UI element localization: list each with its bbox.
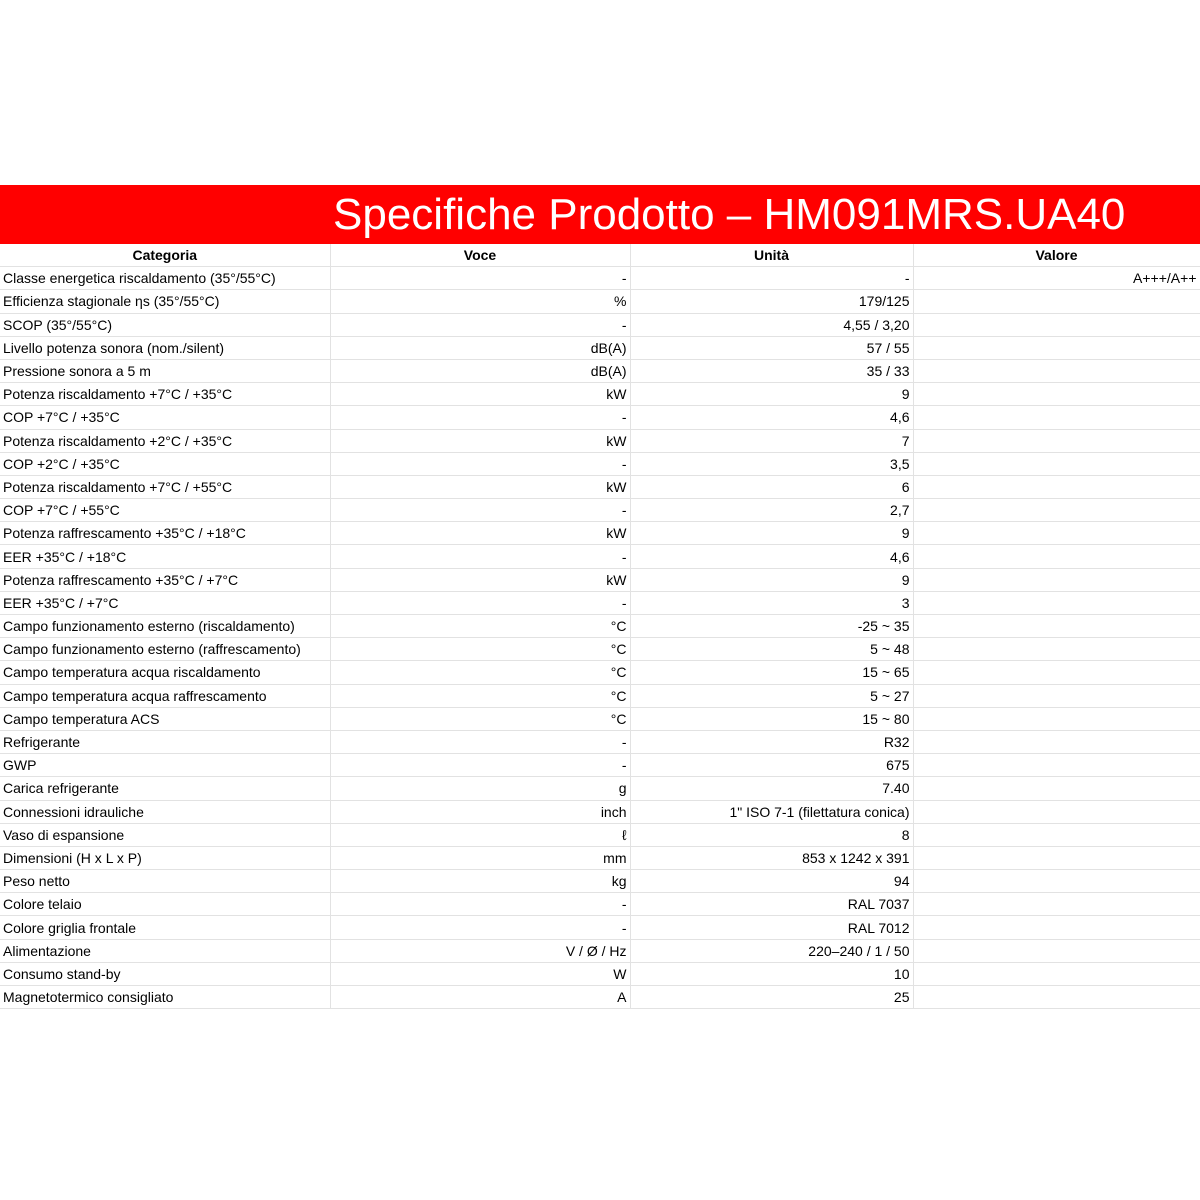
cell-unita: 15 ~ 80 (630, 707, 913, 730)
table-row (0, 986, 1200, 1009)
cell-valore (913, 661, 1200, 684)
table-row (0, 661, 1200, 684)
page-title: Specifiche Prodotto – HM091MRS.UA40 (333, 190, 1126, 239)
table-row (0, 684, 1200, 707)
cell-unita: 675 (630, 754, 913, 777)
cell-categoria: Colore griglia frontale (0, 916, 330, 939)
table-row (0, 846, 1200, 869)
cell-categoria: SCOP (35°/55°C) (0, 313, 330, 336)
table-row (0, 591, 1200, 614)
table-row (0, 499, 1200, 522)
cell-unita: 5 ~ 48 (630, 638, 913, 661)
cell-categoria: Dimensioni (H x L x P) (0, 846, 330, 869)
table-row (0, 823, 1200, 846)
table-row (0, 615, 1200, 638)
cell-voce: - (330, 313, 630, 336)
cell-voce: A (330, 986, 630, 1009)
cell-voce: - (330, 916, 630, 939)
cell-voce: kW (330, 568, 630, 591)
cell-voce: dB(A) (330, 336, 630, 359)
cell-valore (913, 290, 1200, 313)
table-row (0, 522, 1200, 545)
cell-categoria: Campo temperatura ACS (0, 707, 330, 730)
table-body (0, 267, 1200, 1009)
cell-voce: °C (330, 684, 630, 707)
cell-categoria: EER +35°C / +18°C (0, 545, 330, 568)
cell-categoria: COP +2°C / +35°C (0, 452, 330, 475)
cell-unita: 9 (630, 568, 913, 591)
cell-voce: kW (330, 383, 630, 406)
table-row (0, 383, 1200, 406)
cell-categoria: Potenza raffrescamento +35°C / +7°C (0, 568, 330, 591)
cell-categoria: Magnetotermico consigliato (0, 986, 330, 1009)
cell-categoria: COP +7°C / +55°C (0, 499, 330, 522)
cell-unita: - (630, 267, 913, 290)
cell-unita: 9 (630, 383, 913, 406)
cell-valore (913, 545, 1200, 568)
header-unita: Unità (630, 244, 913, 267)
cell-valore (913, 499, 1200, 522)
header-row (0, 244, 1200, 267)
cell-voce: - (330, 267, 630, 290)
header-voce: Voce (330, 244, 630, 267)
cell-voce: - (330, 730, 630, 753)
cell-voce: dB(A) (330, 359, 630, 382)
table-row (0, 870, 1200, 893)
cell-unita: 220–240 / 1 / 50 (630, 939, 913, 962)
cell-unita: 7 (630, 429, 913, 452)
cell-categoria: Campo funzionamento esterno (raffrescamento) (0, 638, 330, 661)
cell-valore (913, 823, 1200, 846)
cell-voce: - (330, 406, 630, 429)
cell-unita: 3 (630, 591, 913, 614)
cell-voce: % (330, 290, 630, 313)
cell-categoria: Alimentazione (0, 939, 330, 962)
table-row (0, 429, 1200, 452)
cell-categoria: GWP (0, 754, 330, 777)
cell-unita: 8 (630, 823, 913, 846)
table-row (0, 754, 1200, 777)
table-row (0, 475, 1200, 498)
cell-valore (913, 313, 1200, 336)
cell-valore (913, 916, 1200, 939)
table-row (0, 800, 1200, 823)
table-row (0, 290, 1200, 313)
cell-unita: 1" ISO 7-1 (filettatura conica) (630, 800, 913, 823)
cell-valore (913, 568, 1200, 591)
table-row (0, 638, 1200, 661)
table-row (0, 267, 1200, 290)
cell-valore (913, 452, 1200, 475)
cell-unita: RAL 7012 (630, 916, 913, 939)
table-row (0, 777, 1200, 800)
cell-unita: 6 (630, 475, 913, 498)
cell-unita: 94 (630, 870, 913, 893)
cell-categoria: Campo temperatura acqua raffrescamento (0, 684, 330, 707)
cell-categoria: Efficienza stagionale ηs (35°/55°C) (0, 290, 330, 313)
cell-unita: RAL 7037 (630, 893, 913, 916)
cell-valore (913, 777, 1200, 800)
cell-unita: R32 (630, 730, 913, 753)
cell-unita: 7.40 (630, 777, 913, 800)
header-valore: Valore (913, 244, 1200, 267)
cell-voce: kW (330, 522, 630, 545)
cell-valore (913, 754, 1200, 777)
cell-categoria: Vaso di espansione (0, 823, 330, 846)
cell-valore (913, 336, 1200, 359)
cell-valore (913, 962, 1200, 985)
cell-unita: 179/125 (630, 290, 913, 313)
table-row (0, 313, 1200, 336)
cell-valore (913, 707, 1200, 730)
cell-categoria: Livello potenza sonora (nom./silent) (0, 336, 330, 359)
cell-voce: kg (330, 870, 630, 893)
table-row (0, 893, 1200, 916)
cell-unita: 2,7 (630, 499, 913, 522)
cell-voce: - (330, 591, 630, 614)
cell-voce: - (330, 545, 630, 568)
cell-valore (913, 383, 1200, 406)
cell-unita: 35 / 33 (630, 359, 913, 382)
cell-valore (913, 638, 1200, 661)
cell-unita: 5 ~ 27 (630, 684, 913, 707)
spec-sheet (0, 185, 1200, 1009)
header-categoria: Categoria (0, 244, 330, 267)
cell-categoria: Refrigerante (0, 730, 330, 753)
cell-voce: kW (330, 429, 630, 452)
cell-valore (913, 429, 1200, 452)
cell-unita: 3,5 (630, 452, 913, 475)
cell-voce: W (330, 962, 630, 985)
cell-unita: 4,6 (630, 406, 913, 429)
cell-valore (913, 406, 1200, 429)
cell-voce: °C (330, 638, 630, 661)
cell-unita: 4,55 / 3,20 (630, 313, 913, 336)
cell-valore (913, 730, 1200, 753)
cell-unita: 15 ~ 65 (630, 661, 913, 684)
cell-valore (913, 684, 1200, 707)
cell-categoria: Potenza raffrescamento +35°C / +18°C (0, 522, 330, 545)
cell-valore (913, 893, 1200, 916)
cell-unita: 57 / 55 (630, 336, 913, 359)
cell-voce: g (330, 777, 630, 800)
cell-categoria: EER +35°C / +7°C (0, 591, 330, 614)
cell-voce: ℓ (330, 823, 630, 846)
table-row (0, 707, 1200, 730)
cell-valore (913, 986, 1200, 1009)
table-row (0, 962, 1200, 985)
cell-voce: °C (330, 615, 630, 638)
table-row (0, 359, 1200, 382)
cell-valore (913, 359, 1200, 382)
cell-voce: - (330, 452, 630, 475)
cell-categoria: Potenza riscaldamento +2°C / +35°C (0, 429, 330, 452)
cell-voce: inch (330, 800, 630, 823)
cell-voce: mm (330, 846, 630, 869)
title-bar (0, 185, 1200, 244)
cell-categoria: Campo funzionamento esterno (riscaldamento) (0, 615, 330, 638)
cell-categoria: COP +7°C / +35°C (0, 406, 330, 429)
cell-categoria: Potenza riscaldamento +7°C / +55°C (0, 475, 330, 498)
cell-categoria: Campo temperatura acqua riscaldamento (0, 661, 330, 684)
cell-voce: V / Ø / Hz (330, 939, 630, 962)
cell-categoria: Carica refrigerante (0, 777, 330, 800)
cell-unita: 4,6 (630, 545, 913, 568)
cell-voce: °C (330, 707, 630, 730)
cell-voce: - (330, 499, 630, 522)
cell-categoria: Connessioni idrauliche (0, 800, 330, 823)
cell-voce: - (330, 754, 630, 777)
cell-valore (913, 591, 1200, 614)
table-row (0, 730, 1200, 753)
cell-valore (913, 475, 1200, 498)
cell-voce: kW (330, 475, 630, 498)
cell-unita: 10 (630, 962, 913, 985)
cell-unita: 853 x 1242 x 391 (630, 846, 913, 869)
cell-valore: A+++/A++ (913, 267, 1200, 290)
cell-categoria: Potenza riscaldamento +7°C / +35°C (0, 383, 330, 406)
cell-valore (913, 800, 1200, 823)
table-row (0, 939, 1200, 962)
table-row (0, 336, 1200, 359)
table-row (0, 568, 1200, 591)
spec-table (0, 244, 1200, 1009)
cell-valore (913, 846, 1200, 869)
cell-categoria: Consumo stand-by (0, 962, 330, 985)
cell-unita: -25 ~ 35 (630, 615, 913, 638)
table-row (0, 406, 1200, 429)
cell-categoria: Colore telaio (0, 893, 330, 916)
cell-categoria: Peso netto (0, 870, 330, 893)
cell-valore (913, 522, 1200, 545)
cell-valore (913, 615, 1200, 638)
cell-valore (913, 939, 1200, 962)
cell-categoria: Classe energetica riscaldamento (35°/55°C) (0, 267, 330, 290)
cell-categoria: Pressione sonora a 5 m (0, 359, 330, 382)
table-row (0, 916, 1200, 939)
cell-unita: 9 (630, 522, 913, 545)
cell-voce: °C (330, 661, 630, 684)
cell-unita: 25 (630, 986, 913, 1009)
table-row (0, 545, 1200, 568)
table-row (0, 452, 1200, 475)
cell-valore (913, 870, 1200, 893)
cell-voce: - (330, 893, 630, 916)
